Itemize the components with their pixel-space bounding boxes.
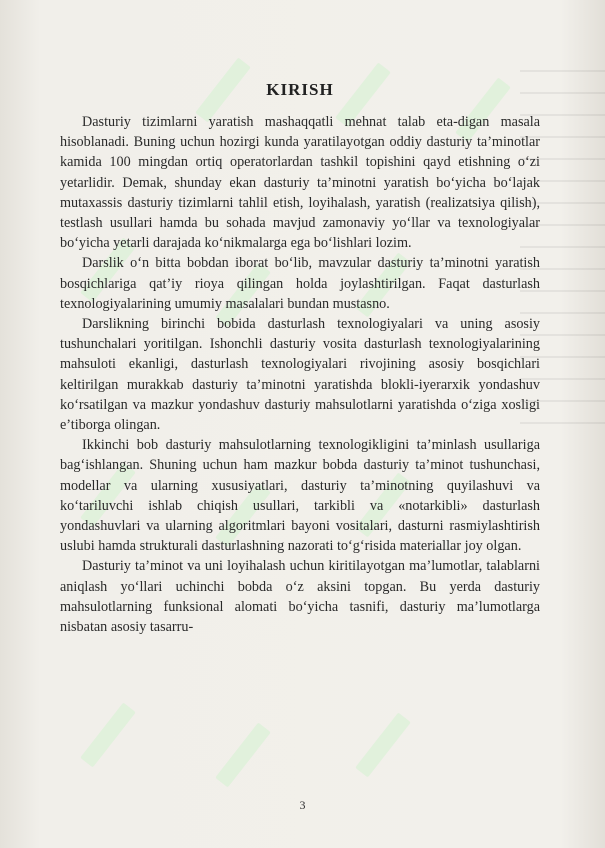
watermark-mark — [355, 712, 411, 777]
paragraph-1: Dasturiy tizimlarni yaratish mashaqqatli mehnat talab eta-digan masala hisoblanadi. Buning uchun hozirgi kunda yaratilayotgan oddiy dasturiy ta’minotlar kamida 100 mingdan ortiq operatorlardan tashkil topishini qayd etishning o‘zi yetarlidir. Demak, shunday ekan dasturiy ta’minotni yaratish bo‘yicha bo‘lajak mutaxassis dasturiy tizimlarni tahlil etish, loyihalash, yaratish (realizatsiya qilish), testlash usullari hamda bu sohada mavjud zamonaviy yo‘llar va texnologiyalar bo‘yicha yetarli darajada ko‘nikmalarga ega bo‘lishlari lozim. — [60, 114, 540, 252]
paragraph-2: Darslik o‘n bitta bobdan iborat bo‘lib, mavzular dasturiy ta’minotni yaratish bosqichlariga qat’iy rioya qilingan holda joylashtirilgan. Faqat dasturlash texnologiyalarining umumiy masalalari bundan mustasno. — [60, 255, 540, 312]
paragraph-5: Dasturiy ta’minot va uni loyihalash uchun kiritilayotgan ma’lumotlar, talablarni aniqlash yo‘llari uchinchi bobda o‘z aksini topgan. Bu yerda dasturiy mahsulotlarning funksional alomati bo‘yicha tasnifi, dasturiy ma’lumotlarga nisbatan asosiy tasarru- — [60, 558, 540, 636]
watermark-mark — [80, 702, 136, 767]
page-title: KIRISH — [266, 80, 334, 99]
page-number: 3 — [299, 798, 306, 812]
page-content — [60, 80, 540, 637]
paragraph-4: Ikkinchi bob dasturiy mahsulotlarning texnologikligini ta’minlash usullariga bag‘ishlangan. Shuning uchun ham mazkur bobda dasturiy ta’minot tushunchasi, modellar va ularning xususiyatlari, dasturiy ta’minotning quyilashuvi va ko‘tariluvchi ishlab chiqish usullari, tarkibli va «notarkibli» dasturlash yondashuvlari va ularning algoritmlari bayoni vositalari, dasturni rasmiylashtirish uslubi hamda strukturali dasturlashning nazorati to‘g‘risida materiallar joy olgan. — [60, 437, 540, 555]
paragraph-3: Darslikning birinchi bobida dasturlash texnologiyalari va uning asosiy tushunchalari yoritilgan. Ishonchli dasturiy vosita dasturlash texnologiyalarining mahsuloti ekanligi, dasturlash texnologiyalari rivojining asosiy bosqichlari keltirilgan murakkab dasturiy ta’minotni yaratishda blokli-iyerarxik yondashuv ko‘rsatilgan va mazkur yondashuv dasturiy mahsulotlarni yaratishda o‘ziga xosligi e’tiborga olingan. — [60, 316, 540, 434]
watermark-mark — [215, 722, 271, 787]
